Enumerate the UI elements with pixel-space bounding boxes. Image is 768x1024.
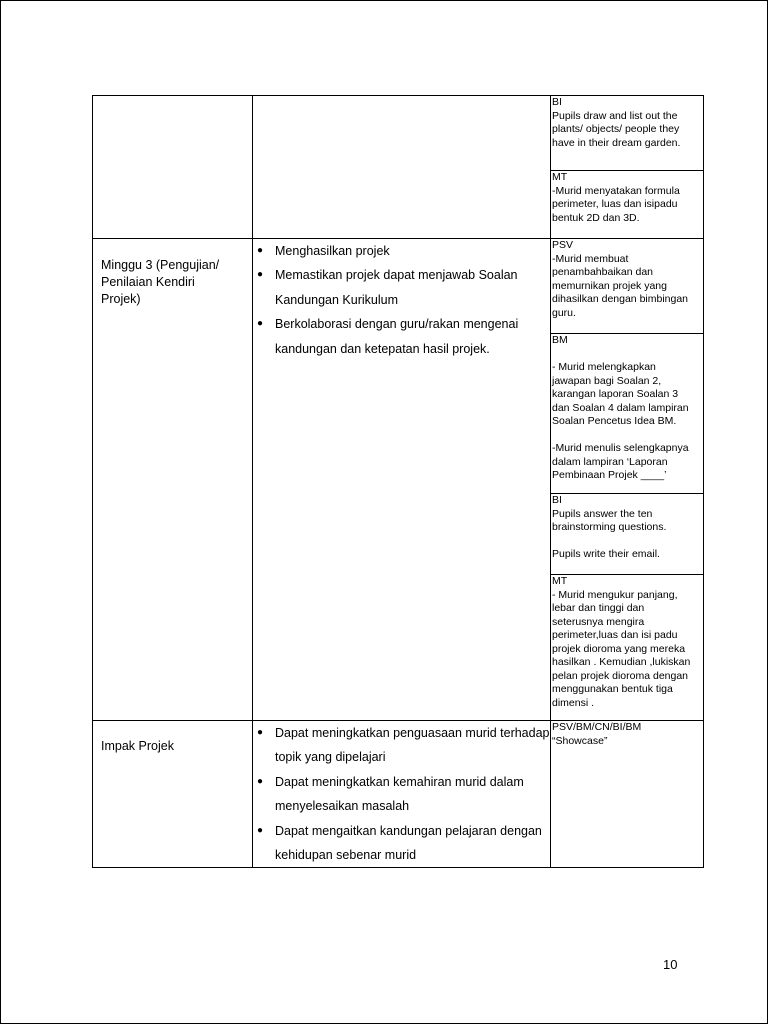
subject-line: guru. <box>552 306 576 319</box>
stage-label: Minggu 3 (Pengujian/ Penilaian Kendiri Projek) <box>101 258 220 306</box>
activity-text: Berkolaborasi dengan guru/rakan mengenai kandungan dan ketepatan hasil projek. <box>275 317 519 356</box>
table-row <box>93 96 704 239</box>
subject-line: menggunakan bentuk tiga <box>552 683 673 695</box>
subject-line: dimensi . <box>552 696 595 709</box>
table-row <box>93 239 704 721</box>
subject-line <box>552 429 702 443</box>
activities-cell <box>253 96 551 239</box>
subject-line: dalam lampiran ‘Laporan <box>552 455 668 468</box>
bullet-icon: ● <box>257 318 264 330</box>
activity-text: Menghasilkan projek <box>275 244 390 258</box>
subject-line: bentuk 2D dan 3D. <box>552 211 640 224</box>
activities-cell <box>253 721 551 868</box>
list-item <box>257 770 550 819</box>
subject-line: -Murid menulis selengkapnya <box>552 442 689 454</box>
subject-line: MT <box>552 171 568 183</box>
subject-line: “Showcase” <box>552 734 608 747</box>
activity-list <box>253 239 550 361</box>
impact-text: Dapat meningkatkan penguasaan murid terhadap topik yang dipelajari <box>275 726 550 765</box>
subject-line: Soalan Pencetus Idea BM. <box>552 415 677 427</box>
bullet-icon: ● <box>257 269 264 281</box>
subject-line: PSV <box>552 239 574 251</box>
list-item <box>257 263 550 312</box>
subject-line: BI <box>552 494 562 506</box>
subject-line: perimeter, luas dan isipadu <box>552 198 678 210</box>
subject-line: plants/ objects/ people they <box>552 123 680 135</box>
bullet-icon: ● <box>257 245 264 256</box>
subject-line: lebar dan tinggi dan <box>552 602 645 614</box>
subject-block-bi <box>551 96 703 171</box>
subjects-cell <box>551 239 704 721</box>
subject-line <box>552 348 702 362</box>
subject-line: brainstorming questions. <box>552 521 667 533</box>
lesson-plan-table <box>92 95 704 868</box>
impact-list <box>253 721 550 867</box>
subject-line: -Murid menyatakan formula <box>552 184 680 197</box>
list-item <box>257 721 550 770</box>
subject-line: BI <box>552 96 562 108</box>
list-item <box>257 312 550 361</box>
stage-cell <box>93 721 253 868</box>
subject-line: dan Soalan 4 dalam lampiran <box>552 401 689 414</box>
stage-label: Impak Projek <box>101 739 174 753</box>
subject-line: PSV/BM/CN/BI/BM <box>552 721 642 733</box>
subject-line: Pupils draw and list out the <box>552 109 678 122</box>
stage-cell <box>93 239 253 721</box>
subject-line: Pupils answer the ten <box>552 507 653 520</box>
subject-line: MT <box>552 575 568 587</box>
table-row <box>93 721 704 868</box>
subject-line: - Murid mengukur panjang, <box>552 588 678 601</box>
subject-line: Pembinaan Projek ____’ <box>552 469 667 481</box>
subject-block-mt <box>551 171 703 238</box>
subject-line: seterusnya mengira <box>552 615 645 628</box>
subject-line: karangan laporan Soalan 3 <box>552 388 679 400</box>
subject-line: have in their dream garden. <box>552 136 681 149</box>
subject-line: pelan projek dioroma dengan <box>552 669 689 682</box>
list-item <box>257 239 550 263</box>
bullet-icon: ● <box>257 775 264 787</box>
activities-cell <box>253 239 551 721</box>
subject-block-showcase <box>551 721 703 748</box>
subject-line: -Murid membuat <box>552 252 629 265</box>
activity-text: Memastikan projek dapat menjawab Soalan Kandungan Kurikulum <box>275 268 518 307</box>
subject-line: - Murid melengkapkan <box>552 361 656 373</box>
subject-line: projek dioroma yang mereka <box>552 642 686 655</box>
subjects-cell <box>551 721 704 868</box>
subject-line: hasilkan . Kemudian ,lukiskan <box>552 656 691 668</box>
subject-block-bm <box>551 334 703 494</box>
subject-line: jawapan bagi Soalan 2, <box>552 374 662 387</box>
subject-line: BM <box>552 334 568 346</box>
impact-text: Dapat mengaitkan kandungan pelajaran dengan kehidupan sebenar murid <box>275 823 542 863</box>
stage-cell <box>93 96 253 239</box>
subject-line <box>552 535 702 549</box>
subject-block-mt <box>551 575 703 720</box>
subject-line: Pupils write their email. <box>552 548 660 560</box>
list-item <box>257 819 550 868</box>
subject-block-psv <box>551 239 703 334</box>
subjects-cell <box>551 96 704 239</box>
subject-line: penambahbaikan dan <box>552 266 654 278</box>
subject-line: memurnikan projek yang <box>552 279 667 292</box>
subject-block-bi <box>551 494 703 575</box>
impact-text: Dapat meningkatkan kemahiran murid dalam menyelesaikan masalah <box>275 774 524 814</box>
bullet-icon: ● <box>257 824 264 836</box>
subject-line: perimeter,luas dan isi padu <box>552 629 678 641</box>
page-number: 10 <box>663 957 678 972</box>
bullet-icon: ● <box>257 727 264 738</box>
subject-line: dihasilkan dengan bimbingan <box>552 293 689 305</box>
